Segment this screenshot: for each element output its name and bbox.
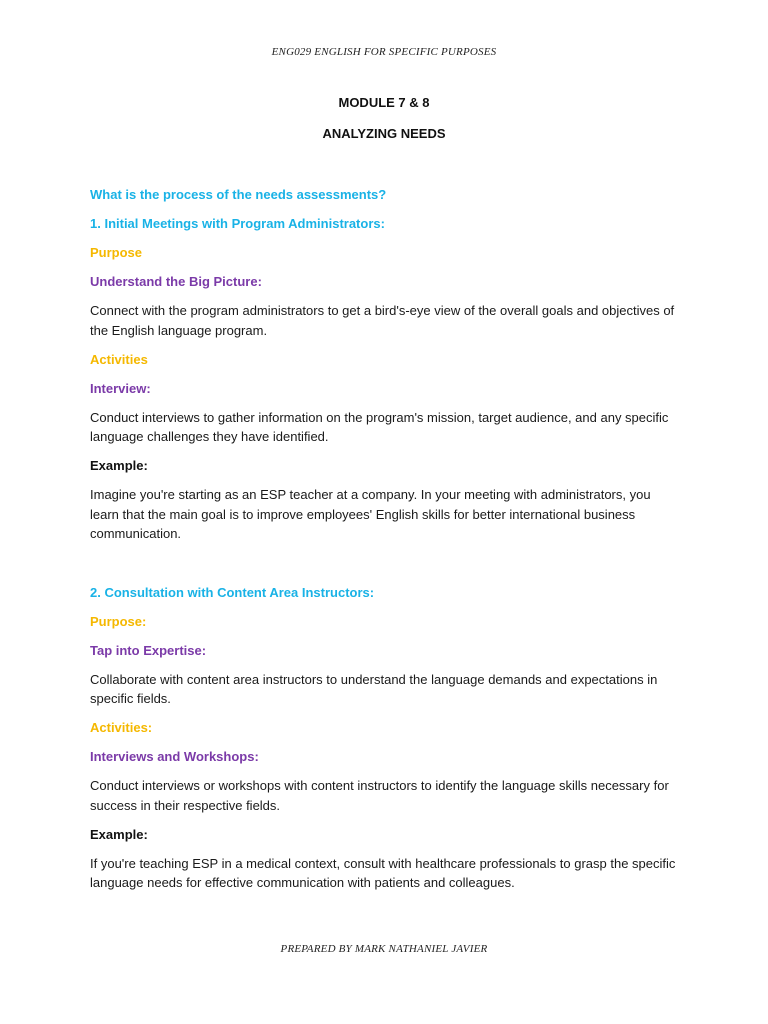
module-title: MODULE 7 & 8	[338, 95, 430, 110]
running-footer: PREPARED BY MARK NATHANIEL JAVIER	[280, 943, 488, 955]
section-2-activities-subheading: Interviews and Workshops:	[90, 749, 259, 764]
section-1-activities-label: Activities	[90, 351, 148, 367]
section-2-activities-text: Conduct interviews or workshops with content instructors to identify the language skills necessary for success in their respective fields.	[90, 778, 669, 813]
section-1-purpose-text: Connect with the program administrators to get a bird's-eye view of the overall goals and objectives of the English language program.	[90, 303, 675, 338]
section-1-purpose-subheading: Understand the Big Picture:	[90, 274, 262, 289]
section-2-example-label: Example:	[90, 826, 148, 842]
section-1-purpose-label: Purpose	[90, 245, 143, 260]
section-1-heading: 1. Initial Meetings with Program Administrators:	[90, 216, 385, 231]
section-1-activities-text: Conduct interviews to gather information on the program's mission, target audience, and any specific language challenges they have identified.	[90, 409, 669, 444]
section-2-heading: 2. Consultation with Content Area Instructors:	[90, 584, 375, 600]
section-2-purpose-subheading: Tap into Expertise:	[90, 642, 207, 658]
section-1-example-text: Imagine you're starting as an ESP teacher at a company. In your meeting with administrators, you learn that the main goal is to improve employees' English skills for better international business communication.	[90, 487, 651, 541]
section-2-activities-label: Activities:	[90, 720, 153, 735]
running-header: ENG029 ENGLISH FOR SPECIFIC PURPOSES	[271, 46, 497, 58]
intro-question: What is the process of the needs assessments?	[90, 187, 387, 202]
section-2-purpose-label: Purpose:	[90, 613, 147, 629]
section-1-example-label: Example:	[90, 458, 148, 473]
section-2-example-text: If you're teaching ESP in a medical context, consult with healthcare professionals to grasp the specific language needs for effective communication with patients and colleagues.	[90, 855, 676, 890]
topic-title: ANALYZING NEEDS	[322, 126, 446, 141]
document-body	[90, 185, 680, 893]
section-2-purpose-text: Collaborate with content area instructors to understand the language demands and expectations in specific fields.	[90, 671, 658, 706]
section-1-activities-subheading: Interview:	[90, 380, 151, 396]
